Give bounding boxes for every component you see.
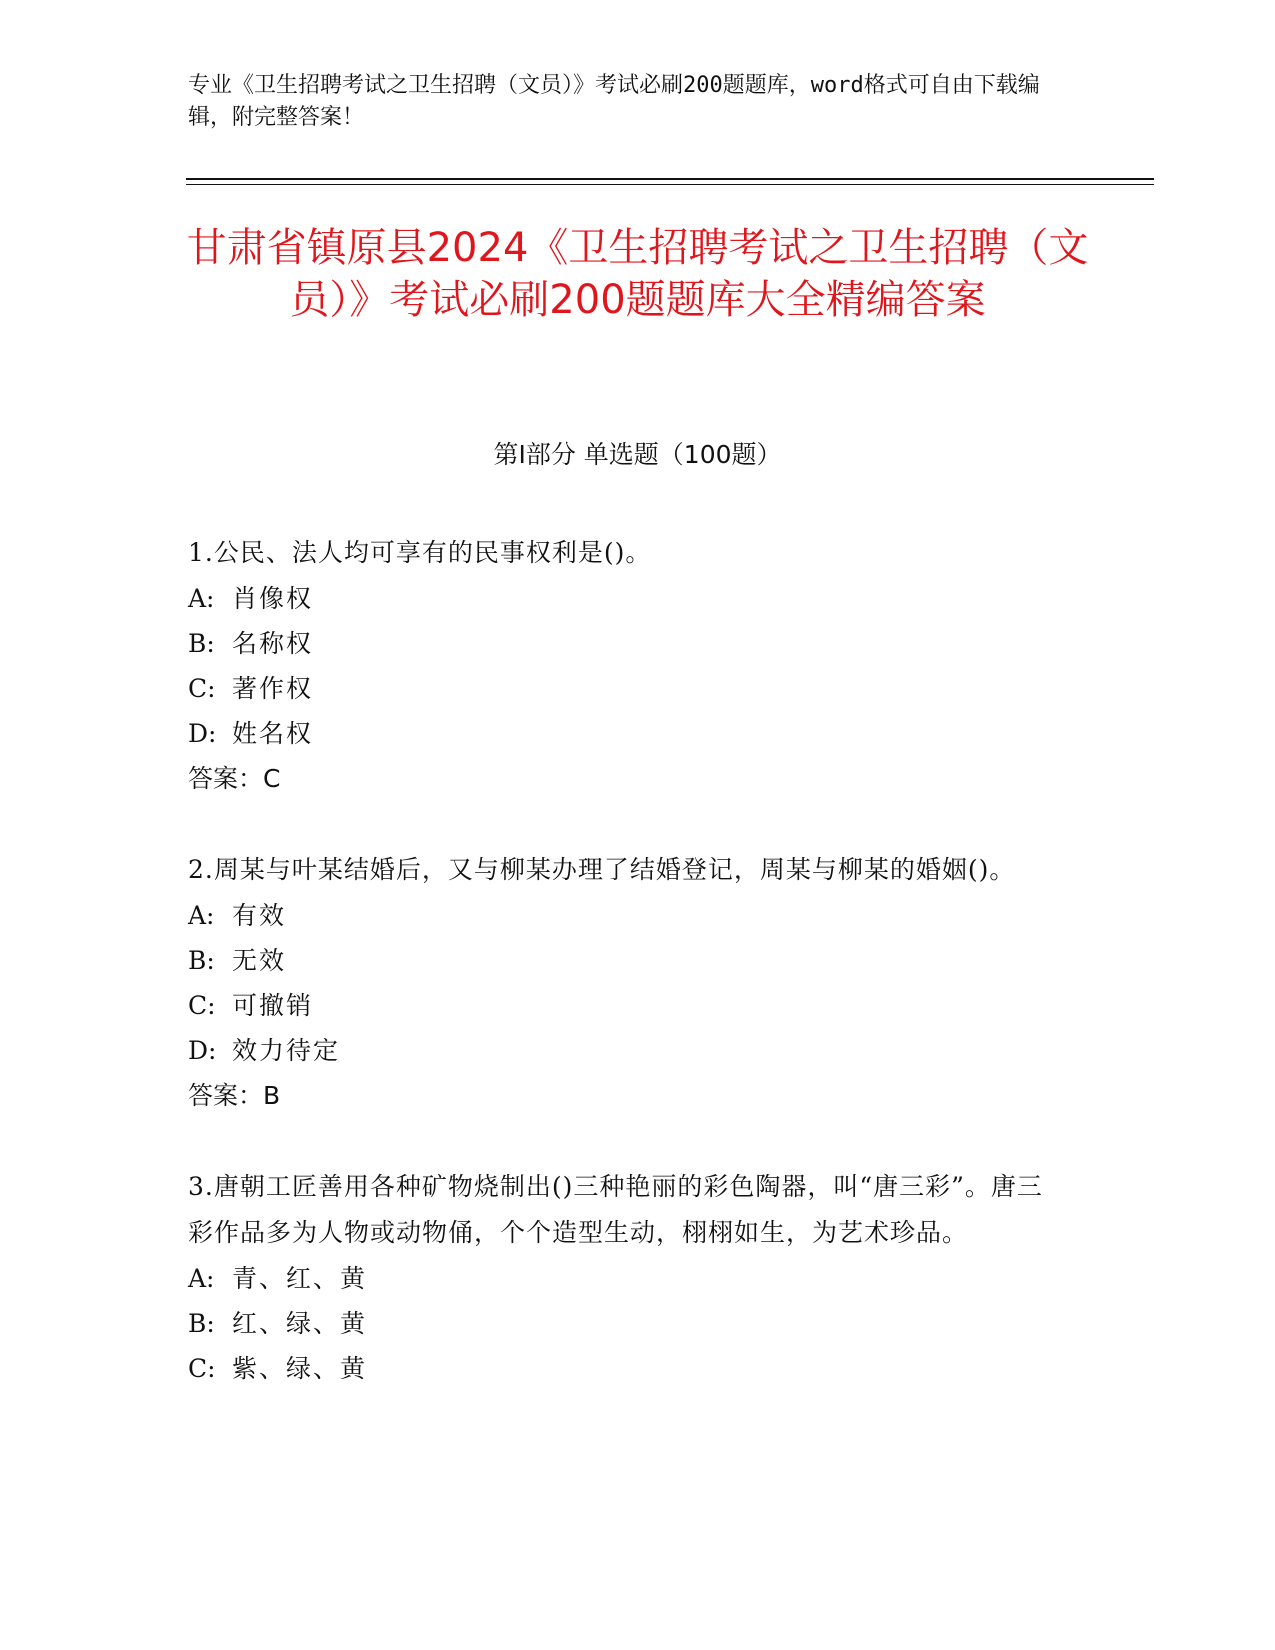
answer-option <box>188 621 1068 666</box>
question-stem: 1.公民、法人均可享有的民事权利是()。 <box>188 538 652 567</box>
answer-line <box>188 756 1068 801</box>
answer-option <box>188 938 1068 983</box>
answer-label: 答案： <box>188 1081 264 1110</box>
option-letter: C: <box>188 991 216 1020</box>
header-rule-thin <box>186 184 1154 185</box>
question-item <box>188 1164 1068 1391</box>
question-item <box>188 847 1068 1118</box>
answer-option <box>188 576 1068 621</box>
option-text: 肖像权 <box>232 584 314 613</box>
answer-option <box>188 893 1068 938</box>
answer-option <box>188 666 1068 711</box>
question-stem: 3.唐朝工匠善用各种矿物烧制出()三种艳丽的彩色陶器，叫“唐三彩”。唐三彩作品多为人物或动物俑，个个造型生动，栩栩如生，为艺术珍品。 <box>188 1172 1043 1247</box>
option-text: 无效 <box>232 946 287 975</box>
section-heading: 第Ⅰ部分 单选题（100题） <box>493 440 782 469</box>
question-item <box>188 530 1068 801</box>
question-stem: 2.周某与叶某结婚后，又与柳某办理了结婚登记，周某与柳某的婚姻()。 <box>188 855 1016 884</box>
answer-option <box>188 1301 1068 1346</box>
answer-option <box>188 711 1068 756</box>
document-title: 甘肃省镇原县2024《卫生招聘考试之卫生招聘（文员）》考试必刷200题题库大全精编答案 <box>186 225 1089 323</box>
option-letter: B: <box>188 946 215 975</box>
answer-value: B <box>263 1081 281 1110</box>
option-text: 名称权 <box>232 629 314 658</box>
answer-value: C <box>263 764 281 793</box>
answer-label: 答案： <box>188 764 264 793</box>
option-letter: A: <box>188 1264 215 1293</box>
option-text: 可撤销 <box>232 991 314 1020</box>
option-text: 有效 <box>232 901 287 930</box>
option-letter: B: <box>188 629 215 658</box>
option-letter: D: <box>188 1036 217 1065</box>
option-text: 青、红、黄 <box>232 1264 368 1293</box>
option-text: 姓名权 <box>232 719 314 748</box>
option-letter: D: <box>188 719 217 748</box>
option-letter: A: <box>188 584 215 613</box>
option-text: 著作权 <box>232 674 314 703</box>
answer-option <box>188 983 1068 1028</box>
option-text: 效力待定 <box>232 1036 341 1065</box>
option-letter: C: <box>188 1354 216 1383</box>
question-list <box>188 530 1068 1437</box>
option-letter: B: <box>188 1309 215 1338</box>
answer-line <box>188 1073 1068 1118</box>
option-letter: A: <box>188 901 215 930</box>
answer-option <box>188 1346 1068 1391</box>
option-text: 红、绿、黄 <box>232 1309 368 1338</box>
option-letter: C: <box>188 674 216 703</box>
answer-option <box>188 1028 1068 1073</box>
header-rule-thick <box>186 178 1154 180</box>
header-note: 专业《卫生招聘考试之卫生招聘（文员）》考试必刷200题题库，word格式可自由下载编辑，附完整答案！ <box>188 73 1040 130</box>
answer-option <box>188 1256 1068 1301</box>
option-text: 紫、绿、黄 <box>232 1354 368 1383</box>
